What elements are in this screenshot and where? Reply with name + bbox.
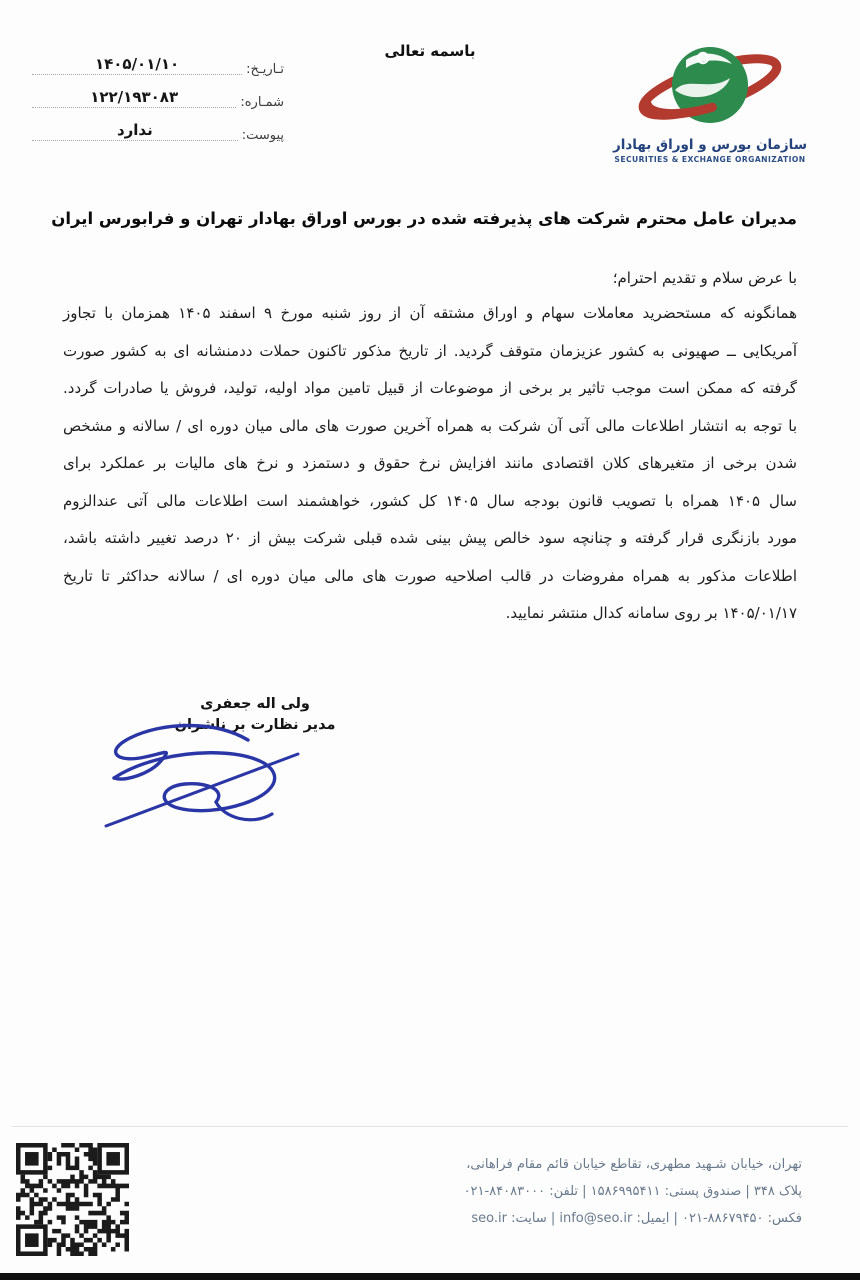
body-line: سال ۱۴۰۵ همراه با تصویب قانون بودجه سال ۱۴۰۵ کل کشور، خواهشمند است اطلاعات مالی آتی عندالزوم: [63, 491, 797, 510]
field-date-value: ۱۴۰۵/۰۱/۱۰: [94, 55, 180, 73]
letterhead-fields: [32, 46, 284, 145]
footer-divider: [12, 1126, 848, 1127]
body-line: شدن برخی از متغیرهای کلان اقتصادی مانند افزایش نرخ حقوق و دستمزد و نرخ های مالیات بر عملکرد برای: [63, 454, 797, 472]
signature-ink-icon: [66, 710, 314, 838]
footer-address: [464, 1151, 802, 1232]
salutation: با عرض سلام و تقدیم احترام؛: [612, 269, 797, 287]
bismillah-text: باسمه تعالی: [384, 42, 476, 60]
field-attachment: [32, 112, 284, 145]
scan-edge-bar: [0, 1273, 860, 1280]
field-date: [32, 46, 284, 79]
body-line: همانگونه که مستحضرید معاملات سهام و اوراق مشتقه آن از روز شنبه مورخ ۹ اسفند ۱۴۰۵ همزمان با تجاوز: [63, 304, 797, 322]
letter-body: [63, 295, 797, 633]
footer-address-line3: فکس: ۰۲۱‎-‎۸۸۶۷۹۴۵۰ | ایمیل: info@seo.ir | سایت: seo.ir: [471, 1211, 802, 1226]
globe-swoosh-icon: [626, 38, 794, 136]
recipient-heading: مدیران عامل محترم شرکت های پذیرفته شده در بورس اوراق بهادار تهران و فرابورس ایران: [51, 209, 797, 228]
signatory-title: مدیر نظارت بر ناشران: [174, 717, 336, 733]
body-line: ۱۴۰۵/۰۱/۱۷ بر روی سامانه کدال منتشر نمایید.: [505, 604, 797, 622]
footer-address-line2: پلاک ۳۴۸ | صندوق پستی: ۱۵۸۶۹۹۵۴۱۱ | تلفن: ۰۲۱‎-‎۸۴۰۸۳۰۰۰: [463, 1184, 802, 1199]
body-line: با توجه به انتشار اطلاعات مالی آتی آن شرکت به همراه آخرین صورت های مالی میان دوره ای / سالانه و مشخص: [63, 416, 797, 435]
field-date-label: تـاریـخ:: [246, 62, 284, 77]
dotted-leader: [32, 48, 242, 75]
field-number: [32, 79, 284, 112]
dotted-leader: [32, 81, 236, 108]
field-number-value: ۱۲۲/۱۹۳۰۸۳: [90, 88, 179, 106]
body-line: گرفته که ممکن است موجب تاثیر بر برخی از موضوعات از قبیل تامین مواد اولیه، تولید، فروش یا صادرات گردد.: [63, 379, 797, 397]
body-line: مورد بازنگری قرار گرفته و چنانچه سود خالص پیش بینی شده قبلی شرکت بیش از ۲۰ درصد تغییر داشته باشد،: [63, 529, 798, 547]
qr-code: [16, 1143, 129, 1256]
org-name-fa: سازمان بورس و اوراق بهادار: [612, 137, 808, 153]
signatory-name: ولی اله جعفری: [200, 696, 310, 712]
field-attachment-label: پیوست:: [241, 128, 284, 143]
field-attachment-value: ندارد: [116, 121, 153, 139]
body-line: آمریکایی ــ صهیونی به کشور عزیزمان متوقف گردید. از تاریخ مذکور تاکنون حملات ددمنشانه ای به کشور صورت: [63, 341, 797, 360]
body-line: اطلاعات مذکور به همراه مفروضات در قالب اصلاحیه صورت های مالی میان دوره ای / سالانه حداکثر تا تاریخ: [63, 566, 797, 585]
footer-address-line1: تهران، خیابان شـهید مطهری، تقاطع خیابان قائم مقام فراهانی،: [466, 1157, 802, 1172]
field-number-label: شمـاره:: [240, 95, 284, 110]
org-name-en: SECURITIES & EXCHANGE ORGANIZATION: [614, 155, 806, 164]
dotted-leader: [32, 114, 238, 141]
seo-logo: [610, 38, 810, 164]
